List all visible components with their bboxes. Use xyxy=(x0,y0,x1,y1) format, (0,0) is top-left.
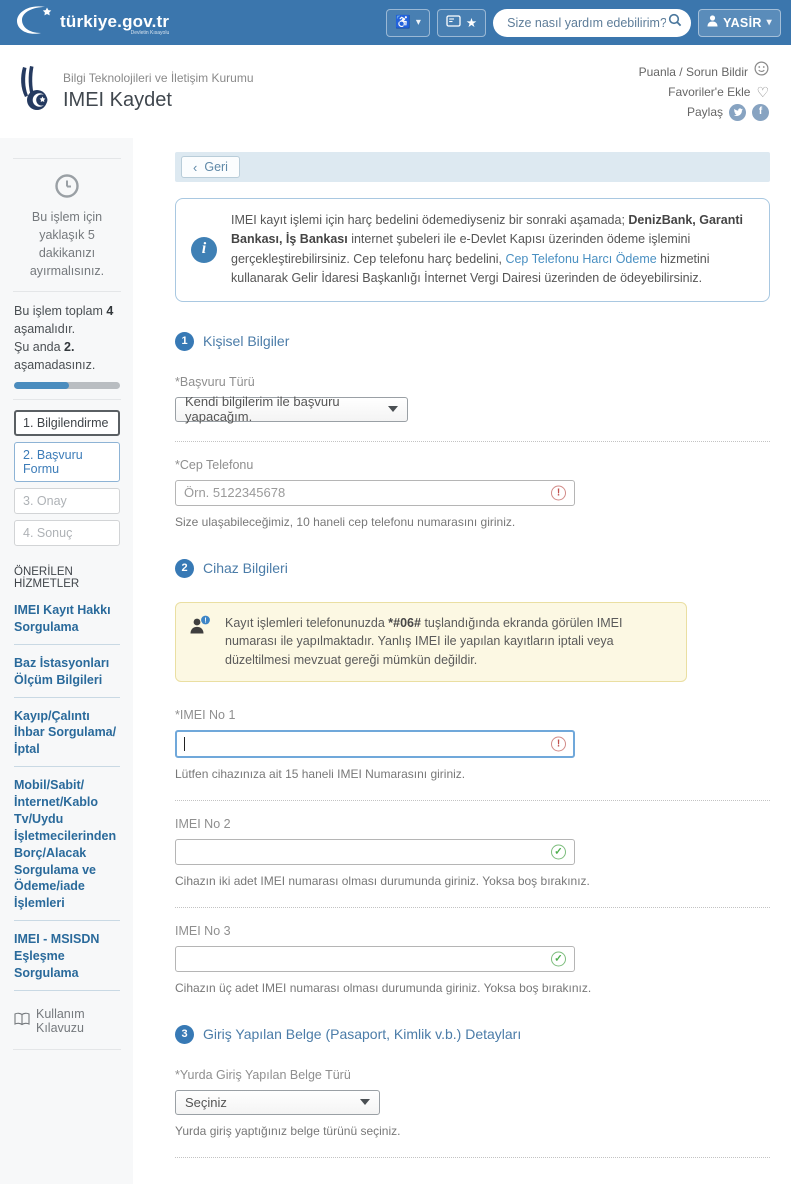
accessibility-icon: ♿ xyxy=(395,15,411,29)
duration-note: Bu işlem için yaklaşık 5 dakikanızı ayırmalısınız. xyxy=(29,210,105,279)
book-icon xyxy=(14,1012,30,1029)
service-link-kayip-calinti[interactable]: Kayıp/Çalıntı İhbar Sorgulama/İptal xyxy=(14,708,120,768)
share-row: Paylaş f xyxy=(639,102,769,122)
imei2-input[interactable] xyxy=(175,839,575,865)
imei1-input[interactable] xyxy=(175,730,575,758)
suggested-services-heading: ÖNERİLEN HİZMETLER xyxy=(14,566,80,590)
back-button[interactable]: ‹ Geri xyxy=(181,156,240,178)
smiley-icon xyxy=(754,61,769,82)
cep-telefonu-harci-odeme-link[interactable]: Cep Telefonu Harcı Ödeme xyxy=(505,251,657,266)
cep-telefonu-label: *Cep Telefonu xyxy=(175,457,254,472)
sidebar xyxy=(0,138,133,1184)
btk-emblem-icon xyxy=(18,66,50,117)
section-number-badge: 1 xyxy=(175,332,194,351)
chevron-down-icon xyxy=(360,1099,370,1105)
section-belge-detaylari: 3 Giriş Yapılan Belge (Pasaport, Kimlik v.b.) Detayları xyxy=(175,1025,770,1044)
svg-text:!: ! xyxy=(204,617,207,625)
page-header xyxy=(0,45,791,138)
divider xyxy=(175,907,770,908)
add-favorites-link[interactable]: Favoriler'e Ekle ♡ xyxy=(668,84,769,100)
favorites-panel-button[interactable] xyxy=(437,9,486,37)
chevron-down-icon: ▾ xyxy=(415,17,421,28)
section-number-badge: 2 xyxy=(175,559,194,578)
service-link-imei-kayit-hakki[interactable]: IMEI Kayıt Hakkı Sorgulama xyxy=(14,602,120,645)
search-icon[interactable] xyxy=(668,13,682,32)
chevron-left-icon: ‹ xyxy=(193,159,198,175)
divider xyxy=(13,399,121,400)
imei2-label: IMEI No 2 xyxy=(175,816,231,831)
search-input[interactable] xyxy=(505,15,668,31)
success-icon: ✓ xyxy=(551,844,566,859)
search-box xyxy=(493,9,691,37)
logo-slogan: Devletin Kısayolu xyxy=(130,30,170,36)
user-icon xyxy=(707,15,718,30)
person-alert-icon xyxy=(189,615,213,642)
section-cihaz-bilgileri: 2 Cihaz Bilgileri xyxy=(175,559,770,578)
belge-turu-label: *Yurda Giriş Yapılan Belge Türü xyxy=(175,1067,351,1082)
imei3-input[interactable] xyxy=(175,946,575,972)
section-number-badge: 3 xyxy=(175,1025,194,1044)
divider xyxy=(13,158,121,159)
star-icon: ★ xyxy=(465,16,478,30)
crescent-star-logo-icon xyxy=(12,2,56,43)
back-bar xyxy=(175,152,770,182)
info-icon: i xyxy=(191,237,217,263)
user-manual-link[interactable]: Kullanım Kılavuzu xyxy=(14,1007,120,1035)
facebook-icon[interactable]: f xyxy=(752,104,769,121)
basvuru-turu-label: *Başvuru Türü xyxy=(175,374,255,389)
belge-turu-helper: Yurda giriş yaptığınız belge türünü seçiniz. xyxy=(175,1123,401,1138)
payment-info-box: i IMEI kayıt işlemi için harç bedelini ödemediyseniz bir sonraki aşamada; DenizBank, Garanti Bankası, İş Bankası internet şubeleri ile e-Devlet Kapısı üzerinden ödeme işlemini gerçekleştirebilirsiniz. Cep telefonu harç bedelini, Cep Telefonu Harcı Ödeme hizmetini kullanarak Gelir İdaresi Başkanlığı İnternet Vergi Dairesi üzerinden de ödeyebilirsiniz. xyxy=(175,198,770,302)
cep-telefonu-helper: Size ulaşabileceğimiz, 10 haneli cep telefonu numarasını giriniz. xyxy=(175,514,516,529)
logo-text: türkiye.gov.tr xyxy=(60,12,170,31)
imei1-label: *IMEI No 1 xyxy=(175,707,236,722)
service-link-baz-istasyonlari[interactable]: Baz İstasyonları Ölçüm Bilgileri xyxy=(14,655,120,698)
imei1-helper: Lütfen cihazınıza ait 15 haneli IMEI Numarasını giriniz. xyxy=(175,766,466,781)
cep-telefonu-input[interactable] xyxy=(175,480,575,506)
basvuru-turu-select[interactable]: Kendi bilgilerim ile başvuru yapacağım. xyxy=(175,397,408,422)
agency-name: Bilgi Teknolojileri ve İletişim Kurumu xyxy=(63,71,254,85)
twitter-icon[interactable] xyxy=(729,104,746,121)
imei3-label: IMEI No 3 xyxy=(175,923,231,938)
divider xyxy=(175,441,770,442)
service-link-imei-msisdn[interactable]: IMEI - MSISDN Eşleşme Sorgulama xyxy=(14,931,120,991)
step-4-sonuc[interactable]: 4. Sonuç xyxy=(14,520,120,546)
success-icon: ✓ xyxy=(551,951,566,966)
clock-icon xyxy=(14,173,120,202)
section-kisisel-bilgiler: 1 Kişisel Bilgiler xyxy=(175,332,770,351)
user-name: YASİR xyxy=(723,15,762,30)
belge-turu-select[interactable]: Seçiniz xyxy=(175,1090,380,1115)
heart-icon: ♡ xyxy=(756,84,769,100)
text-cursor xyxy=(184,737,185,751)
progress-fill xyxy=(14,382,69,389)
step-1-bilgilendirme[interactable]: 1. Bilgilendirme xyxy=(14,410,120,436)
divider xyxy=(13,1049,121,1050)
step-3-onay[interactable]: 3. Onay xyxy=(14,488,120,514)
chevron-down-icon: ▾ xyxy=(766,17,772,28)
step-2-basvuru-formu[interactable]: 2. Başvuru Formu xyxy=(14,442,120,482)
error-icon: ! xyxy=(551,736,566,751)
divider xyxy=(13,291,121,292)
user-menu-button[interactable] xyxy=(698,9,781,37)
top-header xyxy=(0,0,791,45)
page-title: IMEI Kaydet xyxy=(63,89,172,111)
divider xyxy=(175,1157,770,1158)
imei2-helper: Cihazın iki adet IMEI numarası olması durumunda giriniz. Yoksa boş bırakınız. xyxy=(175,873,590,888)
progress-bar xyxy=(14,382,120,389)
error-icon: ! xyxy=(551,485,566,500)
progress-text: Bu işlem toplam 4 aşamalıdır. Şu anda 2. aşamadasınız. xyxy=(14,303,114,372)
imei-warning-box: ! Kayıt işlemleri telefonunuzda *#06# tuşlandığında ekranda görülen IMEI numarası ile yapılmaktadır. Yanlış IMEI ile yapılan kayıtların iptali veya düzeltilmesi mevzuat gereği mümkün değildir. xyxy=(175,602,687,682)
main-content xyxy=(133,138,791,1184)
turkiye-gov-logo[interactable] xyxy=(12,2,169,43)
accessibility-button[interactable] xyxy=(386,9,430,37)
card-icon xyxy=(446,15,461,30)
chevron-down-icon xyxy=(388,406,398,412)
imei3-helper: Cihazın üç adet IMEI numarası olması durumunda giriniz. Yoksa boş bırakınız. xyxy=(175,980,592,995)
service-link-borc-alacak[interactable]: Mobil/Sabit/İnternet/Kablo Tv/Uydu İşletmecilerinden Borç/Alacak Sorgulama ve Ödeme/iade İşlemleri xyxy=(14,777,120,921)
rate-report-link[interactable]: Puanla / Sorun Bildir xyxy=(639,61,769,82)
divider xyxy=(175,800,770,801)
